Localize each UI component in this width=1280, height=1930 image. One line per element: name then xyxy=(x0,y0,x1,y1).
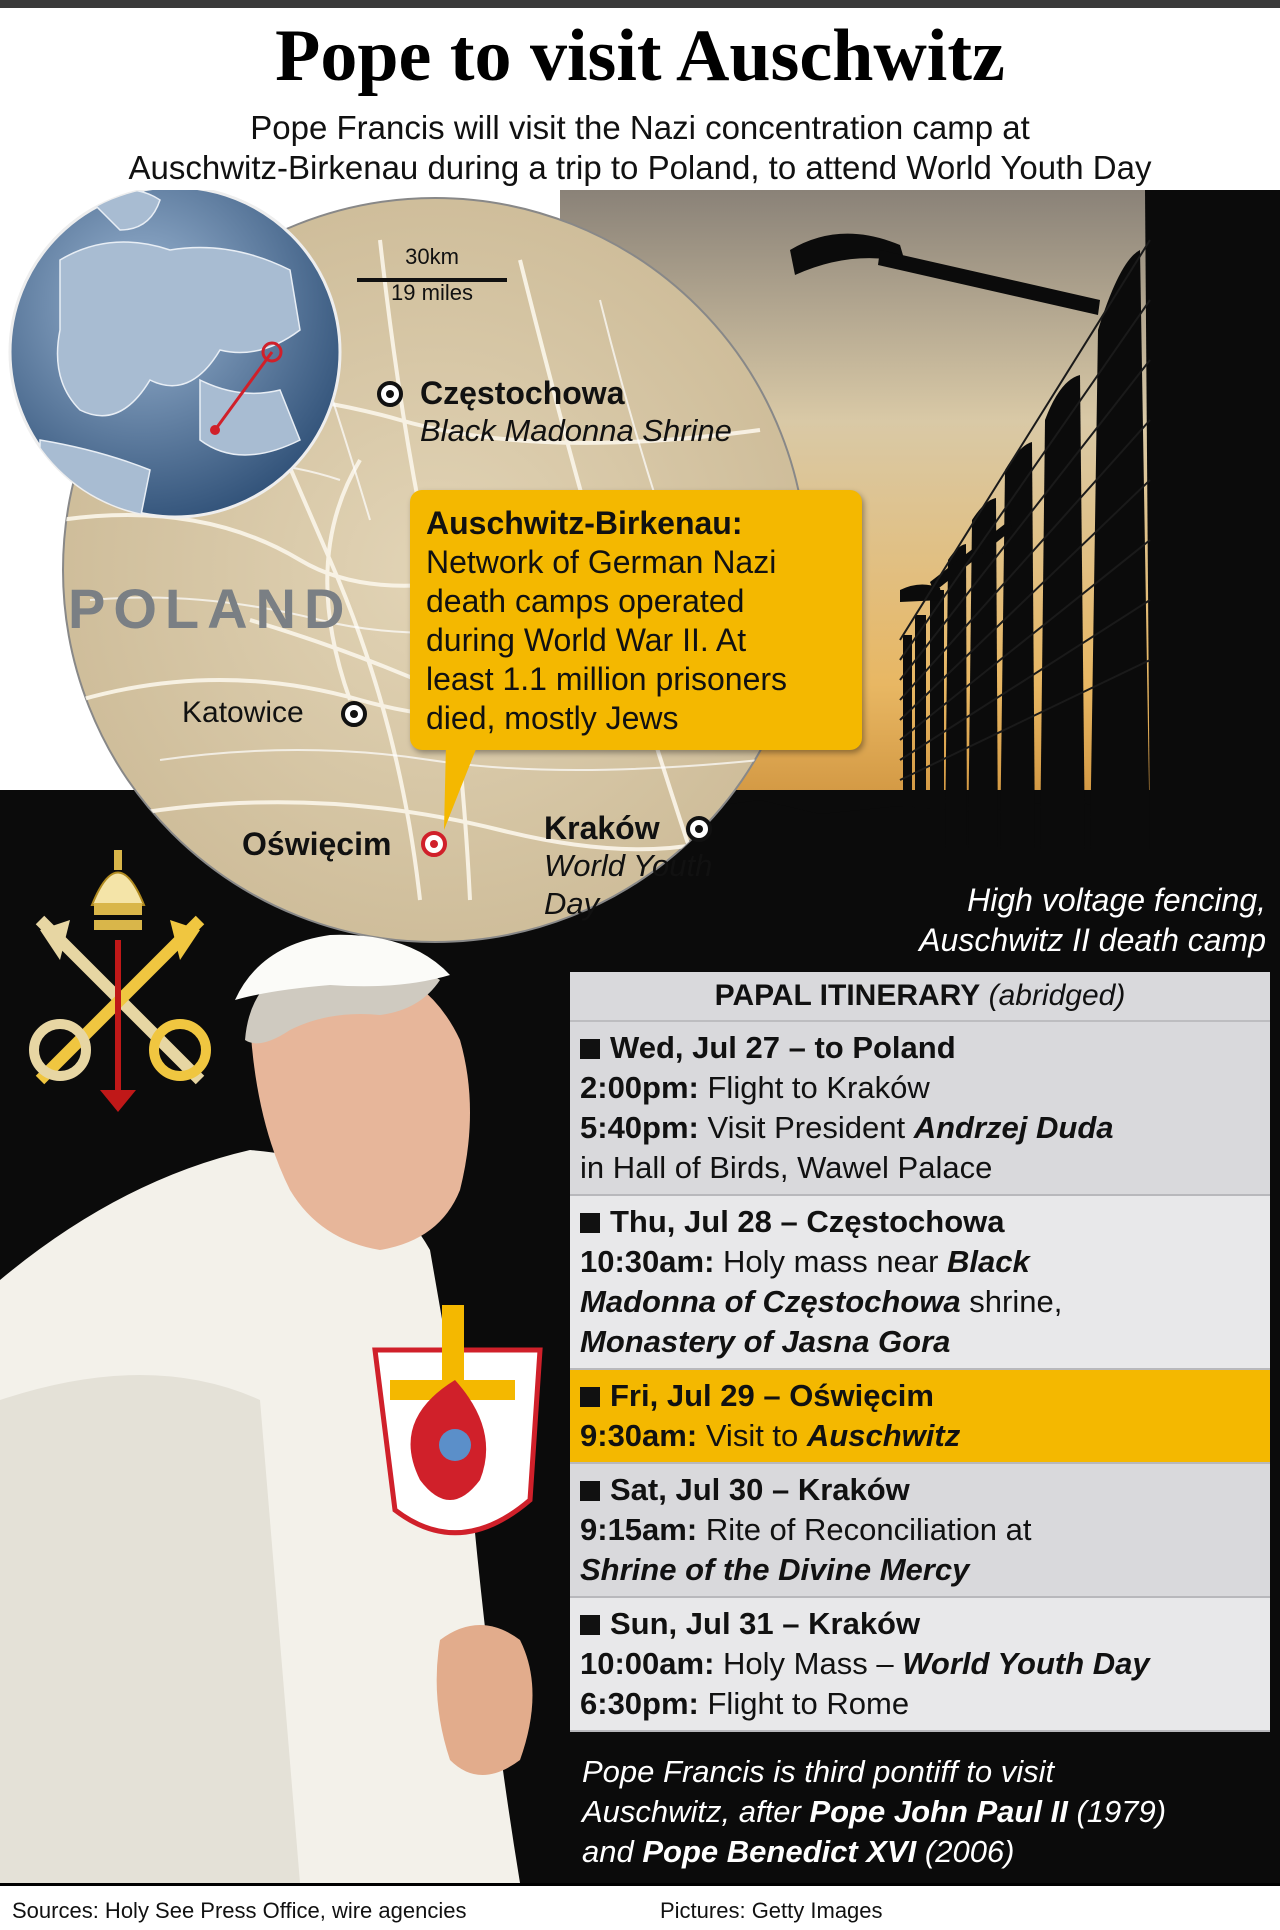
photo-caption-line-2: Auschwitz II death camp xyxy=(919,922,1266,958)
auschwitz-callout xyxy=(410,490,862,750)
photo-caption-line-1: High voltage fencing, xyxy=(967,882,1266,918)
day-event: 10:30am: Holy mass near Black xyxy=(580,1244,1030,1279)
itinerary-day-jul31 xyxy=(570,1598,1270,1732)
day-event: 5:40pm: Visit President Andrzej Duda xyxy=(580,1110,1114,1145)
city-czestochowa xyxy=(420,375,732,450)
itinerary-day-jul30 xyxy=(570,1464,1270,1598)
day-title: Thu, Jul 28 – Częstochowa xyxy=(580,1202,1260,1242)
itinerary-day-jul29 xyxy=(570,1370,1270,1464)
scale-km: 30km xyxy=(405,244,459,269)
photo-caption xyxy=(919,880,1266,960)
marker-oswiecim xyxy=(423,833,445,855)
note-line-3: and Pope Benedict XVI (2006) xyxy=(582,1834,1015,1869)
city-czestochowa-name: Częstochowa xyxy=(420,375,625,411)
itinerary-header xyxy=(570,972,1270,1022)
itinerary-header-note: (abridged) xyxy=(988,979,1126,1012)
subtitle xyxy=(0,108,1280,188)
city-katowice: Katowice xyxy=(182,696,304,729)
itinerary-header-title: PAPAL ITINERARY xyxy=(714,979,981,1012)
callout-pointer xyxy=(440,744,480,834)
callout-line: least 1.1 million prisoners xyxy=(426,661,788,697)
country-label: POLAND xyxy=(68,577,353,640)
square-bullet-icon xyxy=(580,1039,600,1059)
note-line-1: Pope Francis is third pontiff to visit xyxy=(582,1754,1055,1789)
square-bullet-icon xyxy=(580,1615,600,1635)
day-event-cont: Shrine of the Divine Mercy xyxy=(580,1552,970,1587)
day-event-cont: Madonna of Częstochowa shrine, xyxy=(580,1284,1063,1319)
city-krakow-name: Kraków xyxy=(544,810,660,846)
day-title: Sun, Jul 31 – Kraków xyxy=(580,1604,1260,1644)
city-oswiecim: Oświęcim xyxy=(242,826,392,862)
map-scale xyxy=(357,244,507,306)
day-event: 6:30pm: Flight to Rome xyxy=(580,1686,910,1721)
day-event: 2:00pm: Flight to Kraków xyxy=(580,1070,930,1105)
city-krakow-sub-2: Day xyxy=(544,886,600,921)
day-event: 9:15am: Rite of Reconciliation at xyxy=(580,1512,1032,1547)
subtitle-line-2: Auschwitz-Birkenau during a trip to Poland, to attend World Youth Day xyxy=(128,149,1152,186)
callout-line: died, mostly Jews xyxy=(426,700,679,736)
callout-line: death camps operated xyxy=(426,583,745,619)
day-title: Wed, Jul 27 – to Poland xyxy=(580,1028,1260,1068)
note-line-2: Auschwitz, after Pope John Paul II (1979) xyxy=(582,1794,1167,1829)
callout-title: Auschwitz-Birkenau: xyxy=(426,505,743,541)
page-title: Pope to visit Auschwitz xyxy=(275,15,1005,97)
subtitle-line-1: Pope Francis will visit the Nazi concentration camp at xyxy=(250,109,1030,146)
day-event-cont: in Hall of Birds, Wawel Palace xyxy=(580,1150,993,1185)
day-event: 10:00am: Holy Mass – World Youth Day xyxy=(580,1646,1150,1681)
itinerary-day-jul28 xyxy=(570,1196,1270,1370)
footer xyxy=(0,1883,1280,1930)
day-title: Sat, Jul 30 – Kraków xyxy=(580,1470,1260,1510)
pictures-credit: Pictures: Getty Images xyxy=(660,1898,883,1923)
square-bullet-icon xyxy=(580,1213,600,1233)
papal-itinerary xyxy=(570,972,1270,1732)
day-event-cont: Monastery of Jasna Gora xyxy=(580,1324,951,1359)
globe-inset xyxy=(10,190,340,520)
marker-katowice xyxy=(343,703,365,725)
pontiff-note xyxy=(582,1752,1262,1872)
city-krakow xyxy=(544,810,712,923)
day-event: 9:30am: Visit to Auschwitz xyxy=(580,1418,961,1453)
marker-czestochowa xyxy=(379,383,401,405)
sources-credit: Sources: Holy See Press Office, wire agencies xyxy=(12,1898,467,1923)
scale-miles: 19 miles xyxy=(391,280,473,305)
top-rule xyxy=(0,0,1280,8)
square-bullet-icon xyxy=(580,1387,600,1407)
square-bullet-icon xyxy=(580,1481,600,1501)
callout-line: during World War II. At xyxy=(426,622,747,658)
day-title: Fri, Jul 29 – Oświęcim xyxy=(580,1376,1260,1416)
city-krakow-sub-1: World Youth xyxy=(544,848,713,883)
city-czestochowa-sub: Black Madonna Shrine xyxy=(420,413,732,448)
callout-line: Network of German Nazi xyxy=(426,544,777,580)
itinerary-day-jul27 xyxy=(570,1022,1270,1196)
